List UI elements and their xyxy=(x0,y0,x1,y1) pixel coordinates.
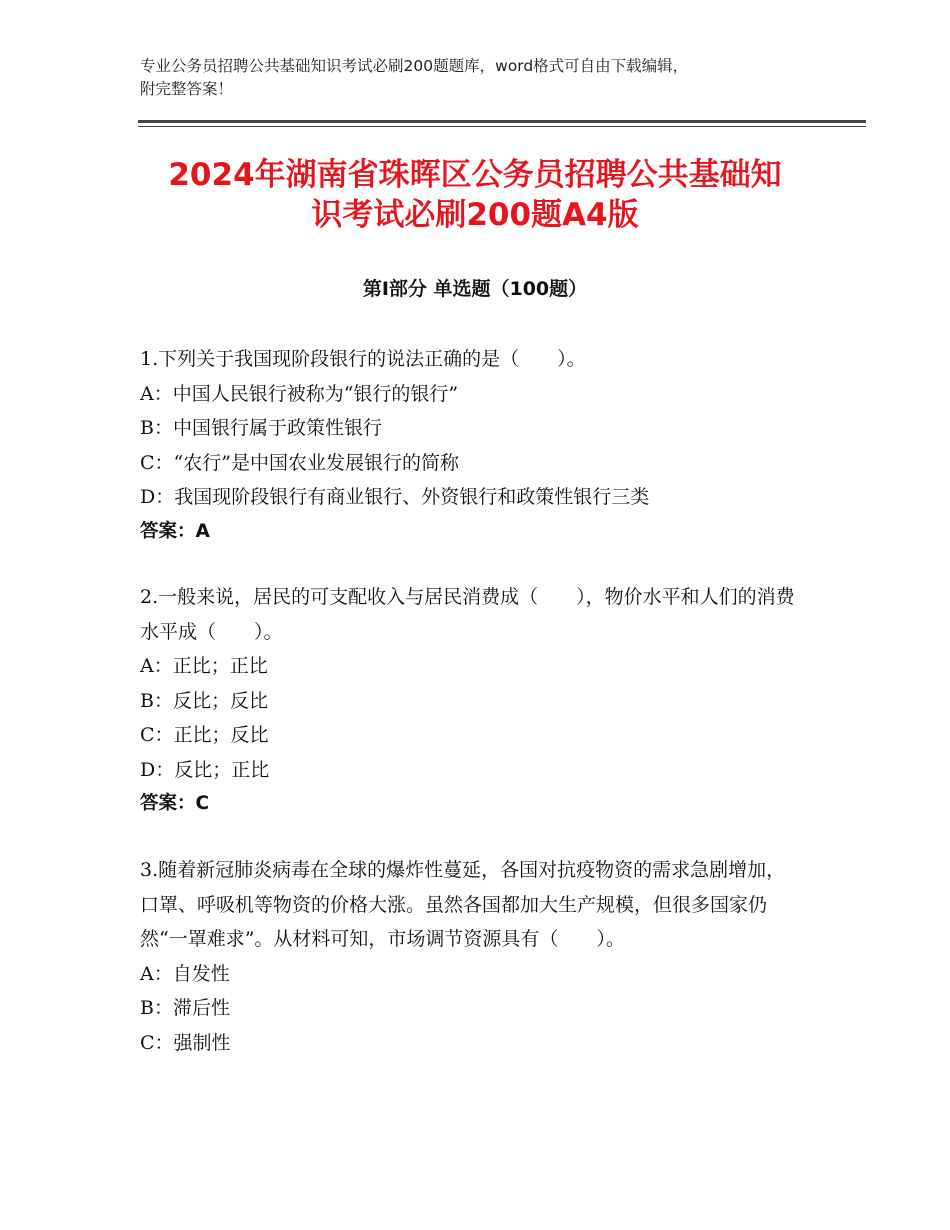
question-stem: 3.随着新冠肺炎病毒在全球的爆炸性蔓延，各国对抗疫物资的需求急剧增加，口罩、呼吸机等物资的价格大涨。虽然各国都加大生产规模，但很多国家仍然“一罩难求”。从材料可知，市场调节资源具有（ ）。 xyxy=(140,859,786,950)
option-a: A：中国人民银行被称为“银行的银行” xyxy=(140,382,459,405)
question-stem: 2.一般来说，居民的可支配收入与居民消费成（ ），物价水平和人们的消费水平成（ ）。 xyxy=(140,586,795,643)
option-c: C：正比；反比 xyxy=(140,724,269,746)
option-d: D：反比；正比 xyxy=(140,758,270,781)
option-a: A：自发性 xyxy=(140,962,230,985)
option-b: B：滞后性 xyxy=(140,997,230,1019)
header-note-line-1: 专业公务员招聘公共基础知识考试必刷200题题库，word格式可自由下载编辑， xyxy=(140,57,689,75)
header-rule-thin xyxy=(138,126,866,127)
document-title xyxy=(110,155,840,235)
option-b: B：中国银行属于政策性银行 xyxy=(140,417,382,439)
option-c: C：“农行”是中国农业发展银行的简称 xyxy=(140,451,459,474)
section-heading: 第Ⅰ部分 单选题（100题） xyxy=(362,278,588,300)
header-rule-thick xyxy=(138,120,866,123)
option-d: D：我国现阶段银行有商业银行、外资银行和政策性银行三类 xyxy=(140,486,650,508)
question-3 xyxy=(140,853,800,1060)
document-title-line-2: 识考试必刷200题A4版 xyxy=(311,197,639,233)
answer: 答案：C xyxy=(140,793,210,814)
question-2 xyxy=(140,580,800,822)
option-c: C：强制性 xyxy=(140,1031,231,1054)
question-1 xyxy=(140,342,800,549)
option-a: A：正比；正比 xyxy=(140,655,268,677)
option-b: B：反比；反比 xyxy=(140,689,268,712)
document-title-line-1: 2024年湖南省珠晖区公务员招聘公共基础知 xyxy=(168,157,782,193)
header-note-line-2: 附完整答案！ xyxy=(140,80,234,98)
answer: 答案：A xyxy=(140,520,210,542)
header-note xyxy=(140,55,840,101)
question-stem: 1.下列关于我国现阶段银行的说法正确的是（ ）。 xyxy=(140,348,586,370)
